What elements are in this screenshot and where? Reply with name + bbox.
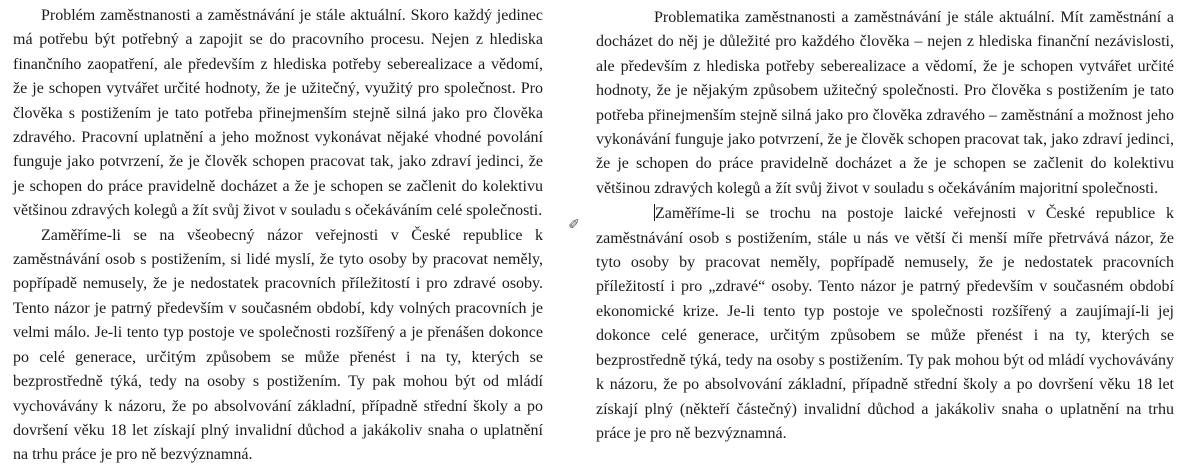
left-text-block[interactable] [13,4,543,468]
right-paragraph-2-text: Zaměříme-li se trochu na postoje laické veřejnosti v České republice k zaměstnávání osob s postižením, stále u nás ve větší či menší míře přetrvává názor, že tyto osoby by pracovat neměly, popřípadě nemusely, že je nedostatek pracovních příležitostí i pro „zdravé“ osoby. Tento názor je patrný především v současném období ekonomické krize. Je-li tento typ postoje ve společnosti rozšířený a zaujímají-li jej dokonce celé generace, určitým způsobem se může přenést i na ty, kterých se bezprostředně týká, tedy na osoby s postižením. Ty pak mohou být od mládí vychovávány k názoru, že po absolvování základní, případně střední školy a po dovršení věku 18 let získají plný (někteří částečný) invalidní důchod a jakákoliv snaha o uplatnění na trhu práce je pro ně bezvýznamná. [596,205,1174,442]
right-paragraph-2[interactable] [596,202,1174,446]
right-document-page [565,0,1200,450]
right-paragraph-1[interactable]: Problematika zaměstnanosti a zaměstnávání je stále aktuální. Mít zaměstnání a docházet do něj je důležité pro každého člověka – nejen z hlediska finanční nezávislosti, ale především z hlediska potřeby seberealizace a vědomí, že je schopen vytvářet určité hodnoty, že je nějakým způsobem užitečný společnosti. Pro člověka s postižením je tato potřeba přinejmenším stejně silná jako pro člověka zdravého – zaměstnání a možnost jeho vykonávání funguje jako potvrzení, že je člověk schopen pracovat tak, jako zdraví jedinci, že je schopen do práce pravidelně docházet a že je schopen se začlenit do kolektivu většinou zdravých kolegů a žít svůj život v souladu s očekáváním majoritní společnosti. [596,9,1175,197]
left-paragraph-2[interactable]: Zaměříme-li se na všeobecný názor veřejnosti v České republice k zaměstnávání osob s postižením, si lidé myslí, že tyto osoby by pracovat neměly, popřípadě nemusely, že je nedostatek pracovních příležitostí i pro zdravé osoby. Tento názor je patrný především v současném období, kdy volných pracovních je velmi málo. Je-li tento typ postoje ve společnosti rozšířený a je přenášen dokonce po celé generace, určitým způsobem se může přenést i na ty, kterých se bezprostředně týká, tedy na osoby s postižením. Ty pak mohou být od mládí vychovávány k názoru, že po absolvování základní, případně střední školy a po dovršení věku 18 let získají plný invalidní důchod a jakákoliv snaha o uplatnění na trhu práce je pro ně bezvýznamná. [13,226,543,464]
left-paragraph-1[interactable]: Problém zaměstnanosti a zaměstnávání je stále aktuální. Skoro každý jedinec má potřebu být potřebný a zapojit se do pracovního procesu. Nejen z hlediska finančního zaopatření, ale především z hlediska potřeby seberealizace a vědomí, že je schopen vytvářet určité hodnoty, že je užitečný, využitý pro společnost. Pro člověka s postižením je tato potřeba přinejmenším stejně silná jako pro člověka zdravého. Pracovní uplatnění a jeho možnost vykonávat nějaké vhodné povolání funguje jako potvrzení, že je člověk schopen pracovat tak, jako zdraví jedinci, že je schopen do práce pravidelně docházet a že je schopen se začlenit do kolektivu většinou zdravých kolegů a žít svůj život v souladu s očekáváním celé společnosti. [13,7,543,220]
pen-edit-icon[interactable]: ✐ [568,217,580,233]
right-text-block[interactable] [596,6,1174,446]
left-document-page [0,0,565,464]
